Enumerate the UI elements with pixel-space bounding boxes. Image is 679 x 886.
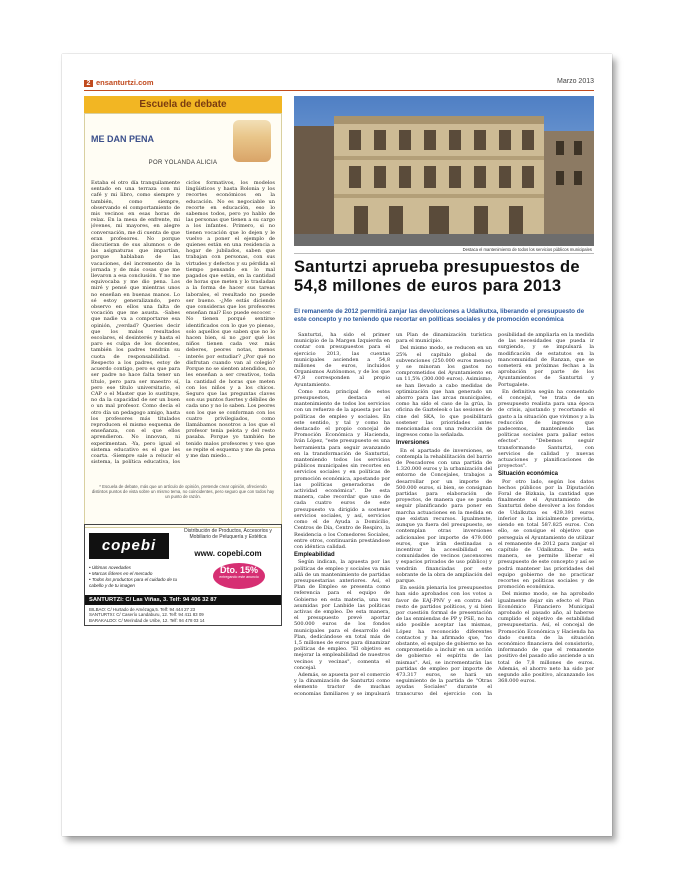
paragraph: Santurtzi, ha sido el primer municipio de la Margen Izquierda en contar con presupuestos para el ejercicio 2013, las cuentas municipales ascienden a 54,8 millones de euros, incluidos Organismos Autónomos, y de los que 47,8 corresponden al propio Ayuntamiento.: [294, 332, 390, 388]
column-banner: Escuela de debate: [84, 96, 282, 113]
page-number: 2: [84, 80, 93, 87]
advertisement[interactable]: [84, 524, 282, 626]
discount-note: entregando este anuncio: [219, 575, 259, 579]
ad-address: BILBAO: C/ Hurtado de Amézaga,5. Telf: 94 444 27 23: [89, 607, 196, 612]
ad-website[interactable]: www. copebi.com: [194, 549, 262, 558]
ad-address: SANTURTXI: C/ Caserío Landaburu, 12. Telf: 94 411 83 09: [89, 612, 204, 618]
site-name: ensanturtzi.com: [96, 78, 154, 87]
ad-address: BARAKALDO: C/ Merindad de Uribe, 12. Telf: 94 478 03 14: [89, 617, 205, 623]
ad-bullet: • Últimas novedades: [89, 565, 131, 570]
ad-main-address: SANTURTZI: C/ Las Viñas, 3. Telf: 94 406 32 87: [85, 595, 281, 605]
ad-bullet: • Marcas líderes en el mercado: [89, 571, 153, 576]
magazine-page: [62, 54, 612, 836]
paragraph: Además, se apuesta por el comercio y la dinamización de Santurtzi como elemento tractor de muchas economías familiares y se impulsará un Plan de dinamización turística para el municipio.: [294, 332, 492, 697]
article-body: [294, 332, 594, 804]
discount-badge: [213, 563, 265, 589]
ad-logo: copebi: [89, 533, 169, 559]
author-photo: [233, 120, 271, 162]
paragraph: Como nota principal de estos presupuestos, destaca el mantenimiento de todos los servicios con un refuerzo de la apuesta por las políticas de empleo y sociales. En este sentido, y tal y como ha destacado el propio concejal de Promoción Económica y Hacienda, Iván López, "este presupuesto es una herramienta para seguir avanzando en la transformación de Santurtzi, manteniendo todos los servicios públicos municipales sin recortes en servicios sociales y en políticas de promoción económica, apostando por las políticas generadoras de actividad económica". De esta manera, cabe recordar que uno de cada cuatro euros de este presupuesto va dirigido a sostener servicios sociales, y así, servicios como el de Ayuda a Domicilio, Centros de Día, Centro de Respiro, la Residencia o los Comedores Sociales, entre otros, continuarán prestándose con idéntica calidad.: [294, 388, 390, 550]
paragraph: Del mismo modo, se reducen en un 25% el capítulo global de subvenciones (250.000 euros menos) y se minoran los gastos no comprometidos del Ayuntamiento en un 11,5% (300.000 euros). Asimismo, se han llevado a cabo medidas de optimización que han generado un ahorro para las arcas municipales, como ha sido el caso de la grúa, la oficina de Gazteleok o las sesiones de cine del SKA, lo que posibilitará sostener las prioridades antes mencionadas con una reducción de ingresos como la señalada.: [396, 345, 492, 439]
ad-bullet: • Todos los productos para el cuidado de tu cabello y de tu imagen: [89, 577, 178, 588]
column-title: ME DAN PENA: [91, 134, 155, 144]
column-author: POR YOLANDA ALICIA: [148, 160, 218, 166]
header-rule: [84, 90, 594, 91]
paragraph: Según indican, la apuesta por las políticas de empleo y sociales va más allá de un mantenimiento de partidas presupuestarias anteriores. Así, el Plan de Empleo se presenta como referencia para el equipo de Gobierno en esta materia, una vez asumidas por Lanbide las políticas activas de empleo. De esta manera, el presupuesto prevé aportar 500.000 euros de los fondos municipales para el desarrollo del Plan, dedicándose en total más de 1,5 millones de euros para dinamizar políticas de empleo. "El objetivo es mejorar la empleabilidad de nuestros vecinos y vecinas", comenta el concejal.: [294, 559, 390, 671]
photo-caption: Destaca el mantenimiento de todos los servicios públicos municipales: [294, 246, 594, 254]
paragraph: En definitiva según ha comentado el concejal, "se trata de un presupuesto realista para una época de crisis, ajustando y recortando el gasto a la situación que vivimos y a la reducción de ingresos que padecemos, manteniendo las políticas sociales para paliar estos efectos". "Debemos seguir transformando Santurtzi, con servicios de calidad y nuevas actuaciones y planificaciones de proyectos".: [498, 388, 594, 470]
paragraph: Por otro lado, según los datos hechos públicos por la Diputación Foral de Bizkaia, la cantidad que finalmente el Ayuntamiento de Santurtzi debe devolver a los fondos de Udalkutxa es 429.391 euros inferior a la inicialmente prevista, siendo en total 587.825 euros. Con ello, se consigue el objetivo que perseguía el Ayuntamiento de utilizar el remanente de 2012 para zanjar el capítulo de Udalkutxa. De esta manera, se permite liberar el presupuesto de este concepto y así se podrá mantener las prioridades del equipo gobierno de no practicar recortes en políticas sociales y de promoción económica.: [498, 478, 594, 591]
section-heading: Inversiones: [396, 440, 430, 447]
paragraph: Del mismo modo, se ha aprobado igualmente dejar sin efecto el Plan Económico Financiero Municipal aprobado el pasado año, al haberse cumplido el objetivo de estabilidad presupuestaria. Así, el concejal de Promoción Económica y Hacienda ha dado cuenta de la situación económico financiera del consistorio, informando de que el remanente positivo del pasado año asciende a un total de 7,8 millones de euros. Además, el ahorro neto ha sido por segundo año positivo, alcanzando los 368.000 euros.: [498, 591, 594, 685]
ad-tagline: Distribución de Productos, Accesorios y Mobiliario de Peluquería y Estética: [184, 528, 272, 540]
paragraph: En sesión plenaria los presupuestos han sido aprobados con los votos a favor de EAJ-PNV y en contra del resto de partidos políticos, y si bien por cuestión formal de presentación de las enmiendas de PP y PSE, no ha sido posible aceptar las mismas, López ha reconocido diferentes contactos y ha afirmado que, "no obstante, el equipo de gobierno se ha comprometido a incluir en un acción de gobierno el espíritu de las mismas". Así, se incrementarán las partidas de empleo por importe de 473.317 euros, se hará un seguimiento de la partida de "Otras ayudas Sociales" durante el transcurso del ejercicio con la posibilidad de ampliarla en la medida de las necesidades que pueda ir surgiendo, y se impulsará la modificación de estatutos en la mancomunidad de Ranzan, que se someterá en próximas fechas a la aprobación por parte de los Ayuntamientos de Santurtzi y Portugalete.: [396, 332, 594, 697]
ad-addresses: [89, 607, 205, 623]
section-heading: Empleabilidad: [294, 552, 335, 559]
issue-date: Marzo 2013: [557, 78, 594, 85]
opinion-column: [84, 96, 282, 528]
paragraph: En el apartado de inversiones, se contempla la rehabilitación del barrio de Pescadores con una partida de 1.320.000 euros y la urbanización del entorno de Concejales, trabajos a desarrollar por un importe de 500.000 euros, si bien, se consignan partidas para elaboración de proyectos, de manera que se pueda seguir planificando para poner en marcha actuaciones en la medida en que existan recursos. Igualmente, aunque ya fuera del presupuesto, se contemplan otras inversiones adicionales por importe de 479.000 euros, que irán destinadas a incentivar la accesibilidad en comunidades de vecinos (ascensores y espacios privados de uso público) y vendrán financiadas por este sobrante de la obra de ampliación del parque.: [396, 447, 492, 584]
building-photo: [294, 96, 594, 246]
ad-bullets: [89, 565, 189, 589]
column-box: [84, 113, 282, 528]
page-header: [84, 78, 594, 90]
building-illustration: [294, 96, 594, 246]
column-footnote: * Escuela de debate, más que un artículo de opinión, pretende crear opinión, ofreciendo distintos puntos de vista sobre un mismo tema, no coincidentes, pero seguro que con todos hay un punto de razón.: [91, 484, 275, 500]
article-title: Santurtzi aprueba presupuestos de 54,8 millones de euros para 2013: [294, 258, 580, 295]
column-text: Estaba el otro día tranquilamente sentado en una terraza con mi café y mi libro, como siempre y también, como siempre, observando el comportamiento de mis vecinos en esas horas de relax. En la mesa de enfrente, mi jóvenes, mi mayores, en alegre conversación, me di cuenta de que eran profesores. No porque discutieran de sus alumnos o de las asignaturas que impartían, porque hablaban de las vacaciones, del incremento de la jornada y de más cosas que me llevaron a esa conclusión. Y no me equivocaba y me dio pena. Los miré y pensé que mientras unos no enseñan en buenas manos. Lo sé estoy generalizando, pero observo en ellos una falta de vocación que me asusta. -Sabes que nadie va a comportarse esa opinión, ¿verdad? Queries decir que los malos resultados escolares, el desinterés y hasta el paro es culpa de los docentes, también los padres tendrán su cuota de responsabilidad. -Respecto a los padres, estoy de acuerdo contigo, pero es que para ser padre no hace falta tener un título, pero para ser maestro sí, pero ese título universitario, el CAP o el Master que lo sustituye, no da la capacidad de ser un buen o un mal profesor. Como decía el otro día un pedagogo amigo, hasta los profesores más titulados reproducen el mismo esquema de enseñanza, con el que ellos aprendieron. No innovan, ni experimentan. -Ya, pero igual el sistema educativo es el que les coarta. -Siempre sale a relucir el sistema, la política educativa, los ciclos formativos, los modelos lingüísticos y hasta Bolonia y los recortes económicos en la educación. No es negociable un recorte en educación, eso lo sabemos todos, pero yo hablo de las personas que tienen a su cargo a los infantes. Primero, si no tienen vocación que lo dejen y le vuelvo a poner el ejemplo de quienes están en una residencia a hogar de jubilados, saben que trabajan con personas, con sus virtudes y defectos y su pérdida el tiempo pensando en lo mal pagados que están, en la cantidad de horas que meten y lo trasladan a la forma de hacer sus tareas laborales, el resultado no puede ser bueno. -¿Me estás diciendo que consideras que los profesores enseñan mal? Eso puede escocer. -No tienen porqué sentirse identificados con lo que yo pienso, solo aquellos que saben que no lo hacen bien, si no ¿por qué los niños tienen cada vez más deberes, peores notas, menos interés por estudiar? ¿Por qué no disfrutan cuando van al colegio? Porque no se sienten atendidos, no les enseñan a ser creativos, toda la cantidad de horas que meten con los niños y a los chicos. Seguro que las preguntas claves son sus puntos fuertes y débiles de cada uno y no lo saben. Los peores son los que se conforman con los cuatro privilegiados, como llamábamos nosotros a los que el profesor tenía pelota y del resto pasaba. Porque yo también he tenido malos profesores y veo que se repite el esquema y me da pena y me dan miedo...: [91, 180, 275, 466]
discount-value: Dto. 15%: [219, 565, 258, 575]
article-lead: El remanente de 2012 permitirá zanjar las devoluciones a Udalkutxa, liberando el presupuesto de este concepto y no teniendo que recortar en políticas sociales y de promoción económica: [294, 308, 585, 323]
section-heading: Situación económica: [498, 471, 559, 478]
